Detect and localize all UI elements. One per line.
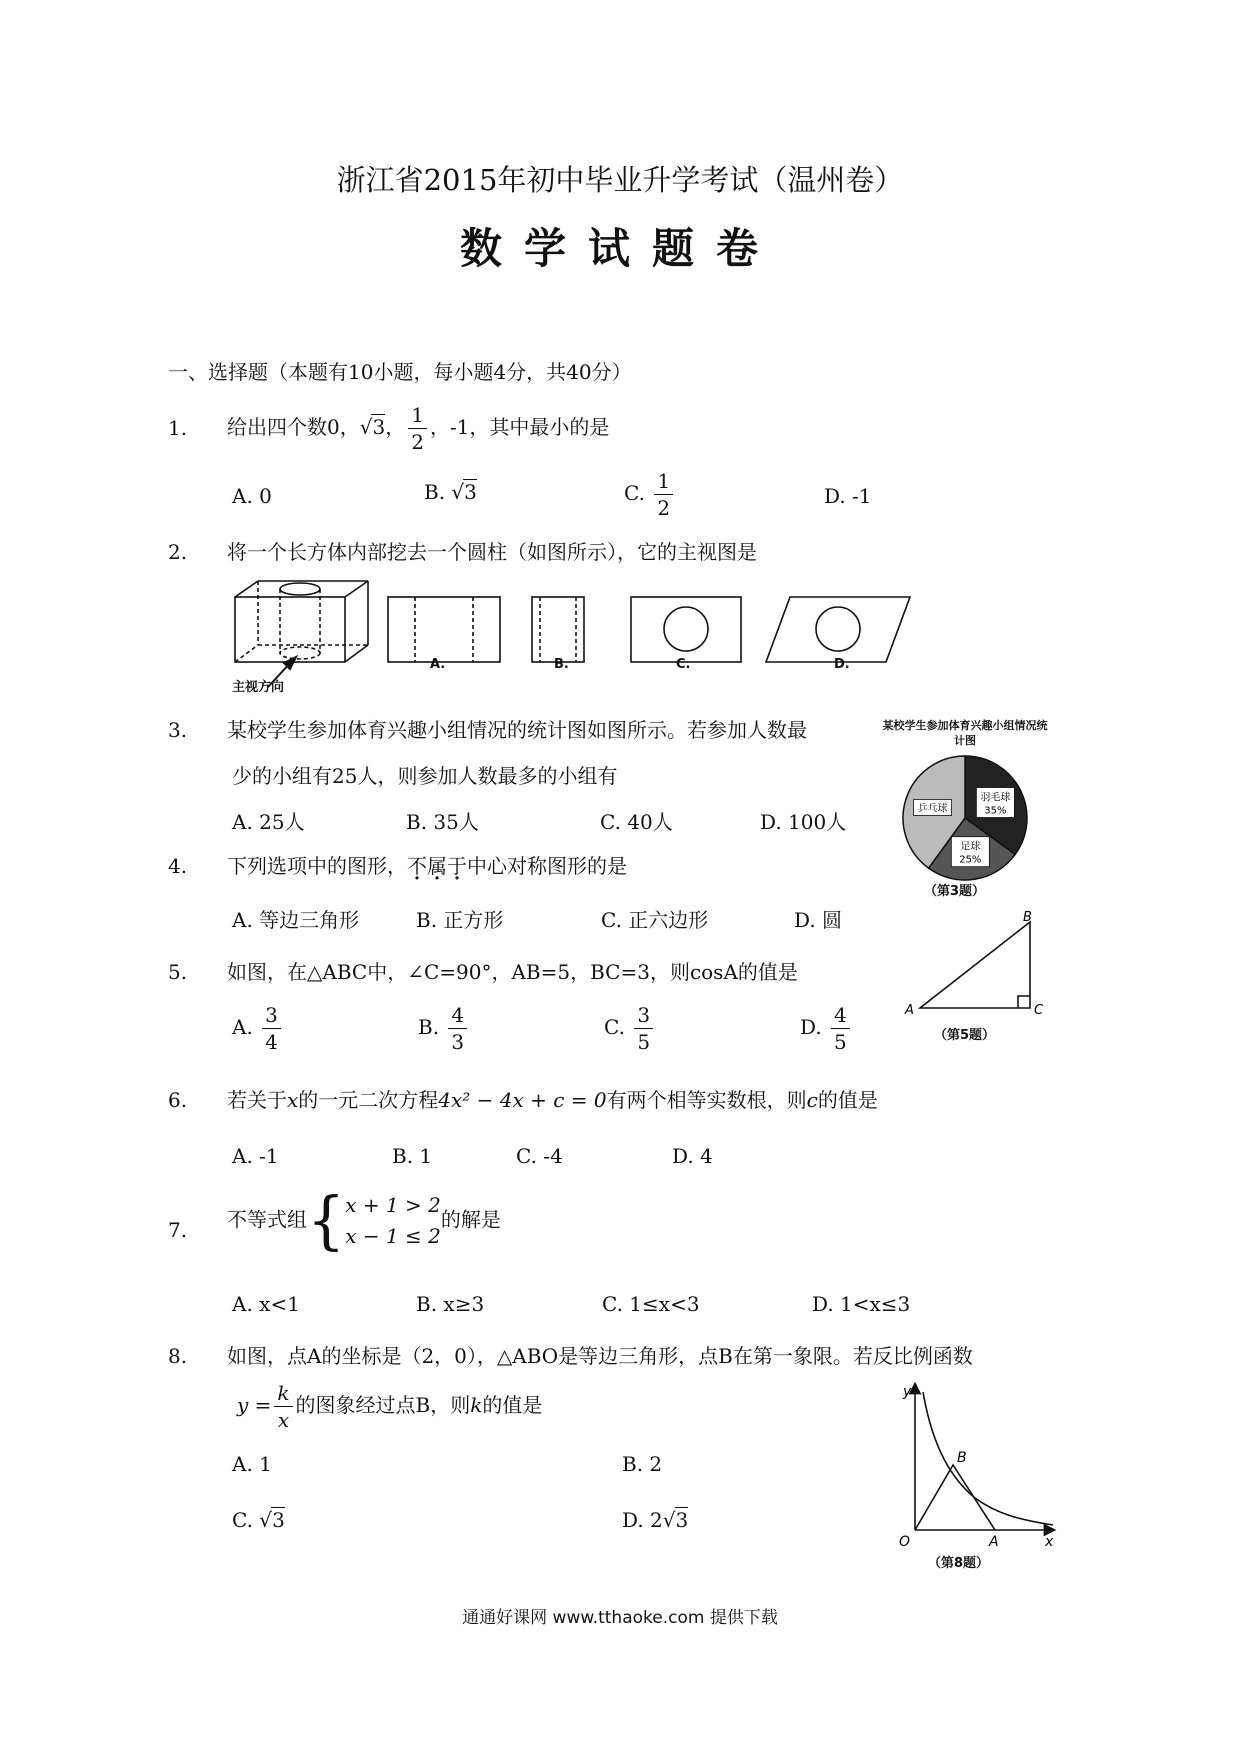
q2-label-d: D. [834, 657, 850, 672]
q4-option-c: C. 正六边形 [601, 908, 709, 932]
q5-opt-a-fraction [262, 1004, 281, 1053]
q3-option-c: C. 40人 [600, 810, 673, 834]
q4-text-a: 下列选项中的图形， [227, 854, 407, 878]
q1-frac-num: 1 [408, 404, 427, 429]
q5-option-b [418, 1004, 470, 1053]
q4-number: 4. [168, 854, 188, 878]
hyperbola-curve [923, 1392, 1053, 1525]
q8-number: 8. [168, 1344, 188, 1368]
q1-sqrt: 3 [372, 415, 386, 439]
triangle-abo [915, 1465, 995, 1530]
pie-slice-name-0: 羽毛球 [980, 792, 1011, 804]
q5-label-b: B [1023, 910, 1032, 925]
q2-view-label: 主视方向 [232, 680, 285, 695]
q8-label-o: O [899, 1534, 911, 1550]
section-heading: 一、选择题（本题有10小题，每小题4分，共40分） [168, 360, 632, 384]
page-footer: 通通好课网 www.tthaoke.com 提供下载 [462, 1608, 778, 1628]
q2-label-a: A. [430, 657, 446, 672]
q5-opt-a-label: A. [232, 1015, 253, 1039]
q4-text-b: 中心对称图形的是 [467, 854, 627, 878]
q8-label-x: x [1045, 1534, 1054, 1550]
q8-opt-d-coef: 2 [650, 1508, 663, 1532]
q8-y-eq: y = [237, 1393, 272, 1417]
q5-option-a [232, 1004, 284, 1053]
q5-opt-a-den: 4 [265, 1030, 278, 1054]
q1-number: 1. [168, 416, 188, 440]
q6-text-c: 有两个相等实数根，则 [606, 1088, 807, 1112]
q8-label-a: A [989, 1534, 999, 1550]
q8-opt-d-label: D. [622, 1508, 644, 1532]
q3-figure-caption: （第3题） [924, 884, 986, 899]
q7-ineq2: x − 1 ≤ 2 [345, 1224, 441, 1248]
q1-option-b: B. √3 [424, 480, 477, 504]
q8-option-b: B. 2 [622, 1452, 663, 1476]
q1-option-d: D. -1 [824, 484, 872, 508]
q8-frac-num: k [274, 1382, 292, 1407]
q5-opt-d-label: D. [800, 1015, 822, 1039]
q6-stem [227, 1090, 878, 1110]
q3-line2: 少的小组有25人，则参加人数最多的小组有 [232, 764, 618, 788]
q4-stem [227, 856, 627, 876]
q8-line1: 如图，点A的坐标是（2，0），△ABO是等边三角形，点B在第一象限。若反比例函数 [227, 1344, 973, 1368]
q4-emph-2: 属 [427, 854, 447, 878]
q6-number: 6. [168, 1088, 188, 1112]
q8-option-d: D. 2√3 [622, 1508, 689, 1532]
q8-text-c: 的值是 [482, 1393, 543, 1417]
q8-text-b: 的图象经过点B，则 [295, 1393, 471, 1417]
pie-slice-name-2: 乒乓球 [917, 803, 948, 815]
q8-var-k: k [470, 1393, 483, 1417]
q1-text-b: ，-1，其中最小的是 [429, 415, 610, 439]
q7-option-a: A. x<1 [232, 1292, 300, 1316]
q6-option-b: B. 1 [392, 1144, 433, 1168]
q6-option-a: A. -1 [232, 1144, 279, 1168]
q1-fraction [408, 404, 427, 453]
q3-line1: 某校学生参加体育兴趣小组情况的统计图如图所示。若参加人数最 [227, 718, 807, 742]
q8-label-b: B [957, 1450, 967, 1466]
q1-option-a: A. 0 [232, 484, 272, 508]
q5-triangle-figure [895, 910, 1055, 1020]
q5-stem: 如图，在△ABC中，∠C=90°，AB=5，BC=3，则cosA的值是 [227, 960, 798, 984]
q8-figure-caption: （第8题） [928, 1556, 990, 1571]
q1-opt-b-label: B. [424, 480, 446, 504]
pie-chart [895, 748, 1035, 888]
q8-line2 [237, 1382, 542, 1431]
q2-fig-c [631, 597, 741, 662]
q8-opt-c-label: C. [232, 1508, 253, 1532]
q1-opt-b-sqrt: 3 [464, 480, 477, 504]
q2-label-b: B. [554, 657, 569, 672]
q1-text-a: 给出四个数0， [227, 415, 360, 439]
pie-slice-value-0: 35% [984, 805, 1007, 817]
q7-brace-icon: { [307, 1184, 346, 1258]
q5-opt-d-den: 5 [834, 1030, 847, 1054]
q5-opt-b-label: B. [418, 1015, 440, 1039]
q6-text-b: 的一元二次方程 [298, 1088, 439, 1112]
q2-label-c: C. [676, 657, 691, 672]
q7-text-b: 的解是 [440, 1207, 501, 1232]
q6-var-c: c [806, 1088, 818, 1112]
exam-title: 浙江省2015年初中毕业升学考试（温州卷） [336, 163, 904, 197]
q7-number: 7. [168, 1218, 188, 1242]
q1-stem: 给出四个数0，√3， $\frac{1}{2}$ ，-1，其中最小的是 [227, 403, 610, 454]
q6-option-c: C. -4 [516, 1144, 563, 1168]
q5-opt-d-fraction [831, 1004, 850, 1053]
q5-option-d [800, 1004, 853, 1053]
q4-emph-3: 于 [447, 854, 467, 878]
q5-number: 5. [168, 960, 188, 984]
q3-option-a: A. 25人 [232, 810, 305, 834]
q1-opt-c-num: 1 [654, 470, 673, 495]
q8-option-a: A. 1 [232, 1452, 272, 1476]
q3-number: 3. [168, 718, 188, 742]
q2-stem: 将一个长方体内部挖去一个圆柱（如图所示），它的主视图是 [227, 540, 757, 564]
q3-option-b: B. 35人 [406, 810, 479, 834]
q7-option-d: D. 1<x≤3 [812, 1292, 911, 1316]
q7-stem [227, 1184, 501, 1258]
q1-sep: ， [385, 415, 406, 439]
q1-frac-den: 2 [411, 430, 424, 454]
q5-opt-b-num: 4 [448, 1004, 467, 1029]
q5-option-c [604, 1004, 656, 1053]
q5-opt-c-den: 5 [637, 1030, 651, 1054]
q6-option-d: D. 4 [672, 1144, 713, 1168]
q4-emph-1: 不 [407, 854, 427, 878]
q6-var-x: x [287, 1088, 299, 1112]
q2-figures [230, 575, 930, 695]
q4-option-a: A. 等边三角形 [232, 908, 360, 932]
q7-text-a: 不等式组 [227, 1207, 307, 1232]
q7-ineq1: x + 1 > 2 [345, 1193, 441, 1217]
q4-option-d: D. 圆 [794, 908, 843, 932]
q8-frac-den: x [277, 1408, 290, 1432]
q8-coordinate-figure [885, 1380, 1060, 1550]
q2-fig-a [388, 597, 500, 662]
q7-system [345, 1190, 441, 1252]
q5-opt-c-fraction [634, 1004, 653, 1053]
pie-slice-name-1: 足球 [960, 841, 981, 853]
q8-fraction [274, 1382, 292, 1431]
q6-text-d: 的值是 [817, 1088, 878, 1112]
q5-opt-c-label: C. [604, 1015, 625, 1039]
q8-label-y: y [903, 1384, 912, 1400]
q1-opt-c-fraction [654, 470, 673, 519]
q5-opt-c-num: 3 [634, 1004, 653, 1029]
q5-label-c: C [1034, 1003, 1044, 1018]
pie-chart-title: 某校学生参加体育兴趣小组情况统计图 [882, 719, 1048, 748]
q3-option-d: D. 100人 [760, 810, 847, 834]
q2-fig-b [532, 597, 584, 662]
q5-opt-b-den: 3 [451, 1030, 465, 1054]
q2-number: 2. [168, 540, 188, 564]
q2-fig-d [766, 597, 910, 662]
q4-option-b: B. 正方形 [416, 908, 504, 932]
q8-opt-d-sqrt: 3 [675, 1508, 689, 1532]
q5-opt-b-fraction [448, 1004, 467, 1053]
q8-opt-c-sqrt: 3 [272, 1508, 285, 1532]
q6-equation: 4x² − 4x + c = 0 [438, 1088, 607, 1112]
q5-figure-caption: （第5题） [934, 1028, 996, 1043]
q7-option-c: C. 1≤x<3 [602, 1292, 700, 1316]
q5-opt-d-num: 4 [831, 1004, 850, 1029]
q1-option-c [624, 470, 676, 519]
q8-option-c: C. √3 [232, 1508, 285, 1532]
q5-opt-a-num: 3 [262, 1004, 281, 1029]
pie-slice-value-1: 25% [959, 854, 982, 866]
q1-opt-c-den: 2 [657, 496, 671, 520]
q5-label-a: A [905, 1003, 914, 1018]
exam-subtitle: 数学试题卷 [459, 224, 780, 273]
q7-option-b: B. x≥3 [416, 1292, 485, 1316]
q6-text-a: 若关于 [227, 1088, 287, 1112]
q1-opt-c-label: C. [624, 481, 645, 505]
q2-cuboid [235, 581, 368, 662]
